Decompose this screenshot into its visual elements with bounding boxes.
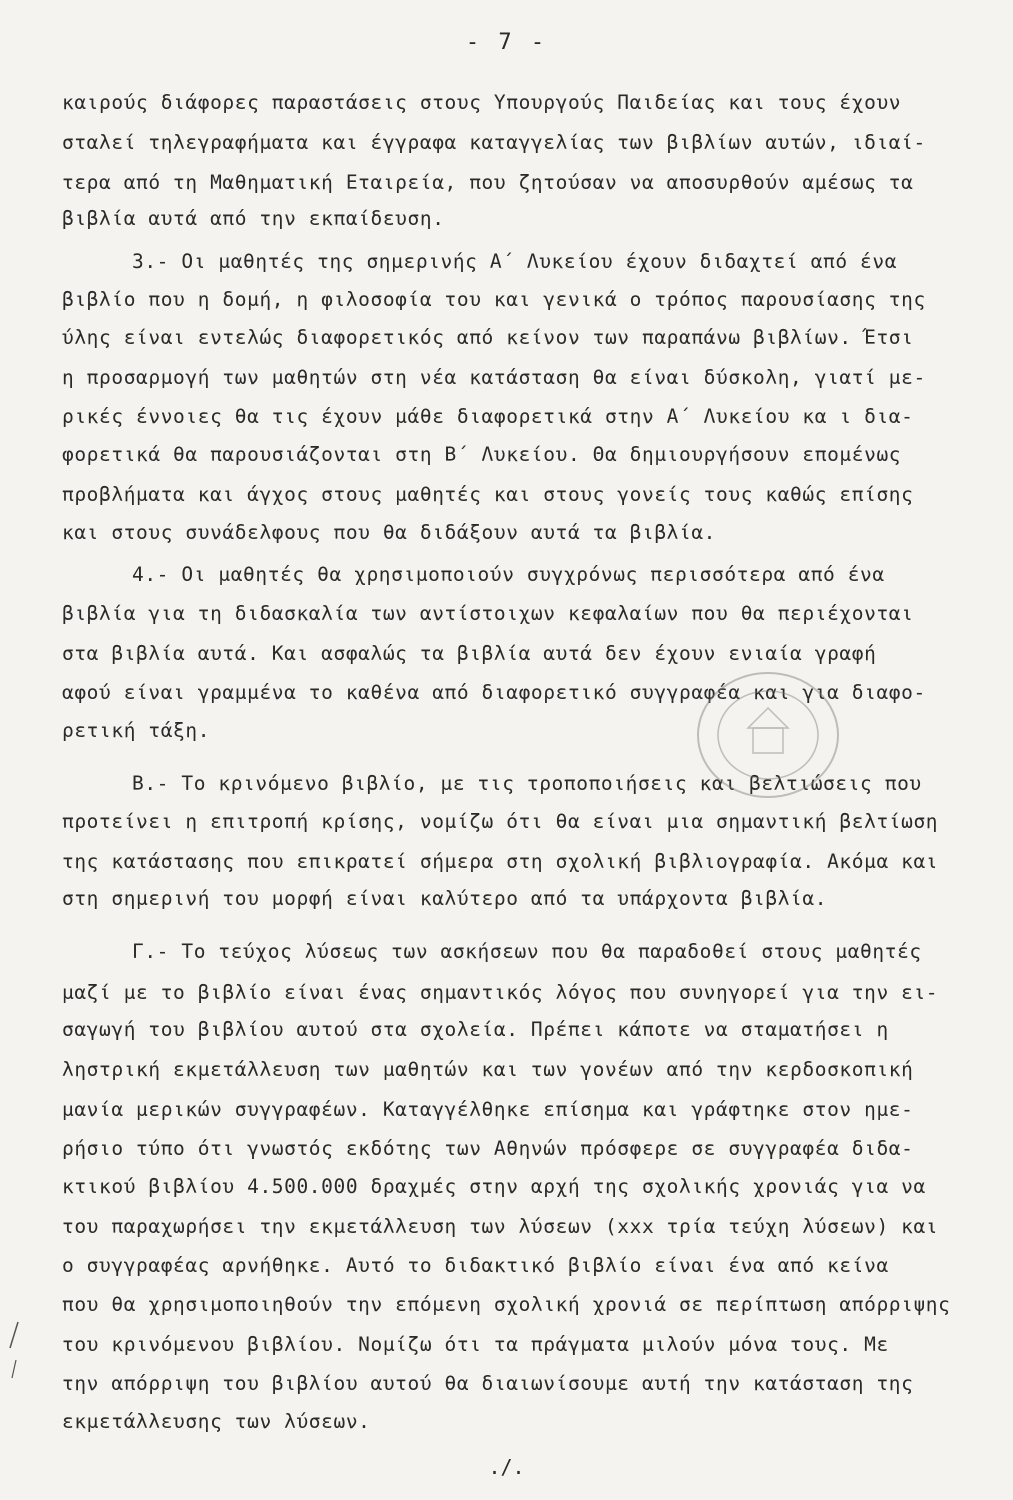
text-line: προτείνει η επιτροπή κρίσης, νομίζω ότι θα είναι μια σημαντική βελτίωση	[62, 810, 939, 833]
text-line: προβλήματα και άγχος στους μαθητές και στους γονείς τους καθώς επίσης	[62, 483, 914, 506]
text-line: ρήσιο τύπο ότι γνωστός εκδότης των Αθηνών πρόσφερε σε συγγραφέα διδα-	[62, 1137, 914, 1160]
text-line: βιβλία για τη διδασκαλία των αντίστοιχων κεφαλαίων που θα περιέχονται	[62, 602, 914, 625]
continuation-mark: ./.	[488, 1455, 525, 1479]
text-line: του κρινόμενου βιβλίου. Νομίζω ότι τα πράγματα μιλούν μόνα τους. Με	[62, 1333, 889, 1356]
margin-mark-icon	[4, 1320, 24, 1380]
text-line: εκμετάλλευσης των λύσεων.	[62, 1410, 371, 1433]
text-line: αφού είναι γραμμένα το καθένα από διαφορετικό συγγραφέα και για διαφο-	[62, 681, 926, 704]
text-line: τερα από τη Μαθηματική Εταιρεία, που ζητούσαν να αποσυρθούν αμέσως τα	[62, 171, 914, 194]
text-line: ρικές έννοιες θα τις έχουν μάθε διαφορετικά στην Α΄ Λυκείου κα ι δια-	[62, 405, 914, 428]
text-line: της κατάστασης που επικρατεί σήμερα στη σχολική βιβλιογραφία. Ακόμα και	[62, 850, 939, 873]
text-line: ο συγγραφέας αρνήθηκε. Αυτό το διδακτικό βιβλίο είναι ένα από κείνα	[62, 1254, 889, 1277]
text-line: την απόρριψη του βιβλίου αυτού θα διαιωνίσουμε αυτή την κατάσταση της	[62, 1372, 914, 1395]
text-line: 3.- Οι μαθητές της σημερινής Α΄ Λυκείου έχουν διδαχτεί από ένα	[132, 250, 898, 273]
text-line: 4.- Οι μαθητές θα χρησιμοποιούν συγχρόνως περισσότερα από ένα	[132, 563, 885, 586]
text-line: ληστρική εκμετάλλευση των μαθητών και των γονέων από την κερδοσκοπική	[62, 1058, 914, 1081]
text-line: μαζί με το βιβλίο είναι ένας σημαντικός λόγος που συνηγορεί για την ει-	[62, 981, 939, 1004]
text-line: στη σημερινή του μορφή είναι καλύτερο από τα υπάρχοντα βιβλία.	[62, 887, 828, 910]
text-line: Γ.- Το τεύχος λύσεως των ασκήσεων που θα παραδοθεί στους μαθητές	[132, 940, 922, 963]
text-line: που θα χρησιμοποιηθούν την επόμενη σχολική χρονιά σε περίπτωση απόρριψης	[62, 1293, 951, 1316]
text-line: σαγωγή του βιβλίου αυτού στα σχολεία. Πρέπει κάποτε να σταματήσει η	[62, 1018, 889, 1041]
text-line: η προσαρμογή των μαθητών στη νέα κατάσταση θα είναι δύσκολη, γιατί με-	[62, 366, 926, 389]
text-line: στα βιβλία αυτά. Και ασφαλώς τα βιβλία αυτά δεν έχουν ενιαία γραφή	[62, 642, 877, 665]
text-line: ύλης είναι εντελώς διαφορετικός από κείνον των παραπάνω βιβλίων. Έτσι	[62, 326, 914, 349]
text-line: και στους συνάδελφους που θα διδάξουν αυτά τα βιβλία.	[62, 521, 717, 544]
text-line: φορετικά θα παρουσιάζονται στη Β΄ Λυκείου. Θα δημιουργήσουν επομένως	[62, 443, 902, 466]
text-line: Β.- Το κρινόμενο βιβλίο, με τις τροποποιήσεις και βελτιώσεις που	[132, 772, 922, 795]
archive-stamp-icon	[693, 668, 843, 803]
text-line: κτικού βιβλίου 4.500.000 δραχμές στην αρχή της σχολικής χρονιάς για να	[62, 1175, 926, 1198]
text-line: ρετική τάξη.	[62, 719, 211, 742]
text-line: βιβλίο που η δομή, η φιλοσοφία του και γενικά ο τρόπος παρουσίασης της	[62, 288, 926, 311]
text-line: καιρούς διάφορες παραστάσεις στους Υπουργούς Παιδείας και τους έχουν	[62, 91, 902, 114]
text-line: σταλεί τηλεγραφήματα και έγγραφα καταγγελίας των βιβλίων αυτών, ιδιαί-	[62, 131, 926, 154]
text-line: βιβλία αυτά από την εκπαίδευση.	[62, 207, 445, 230]
text-line: μανία μερικών συγγραφέων. Καταγγέλθηκε επίσημα και γράφτηκε στον ημε-	[62, 1098, 914, 1121]
page-number: - 7 -	[465, 30, 548, 55]
text-line: του παραχωρήσει την εκμετάλλευση των λύσεων (xxx τρία τεύχη λύσεων) και	[62, 1215, 939, 1238]
